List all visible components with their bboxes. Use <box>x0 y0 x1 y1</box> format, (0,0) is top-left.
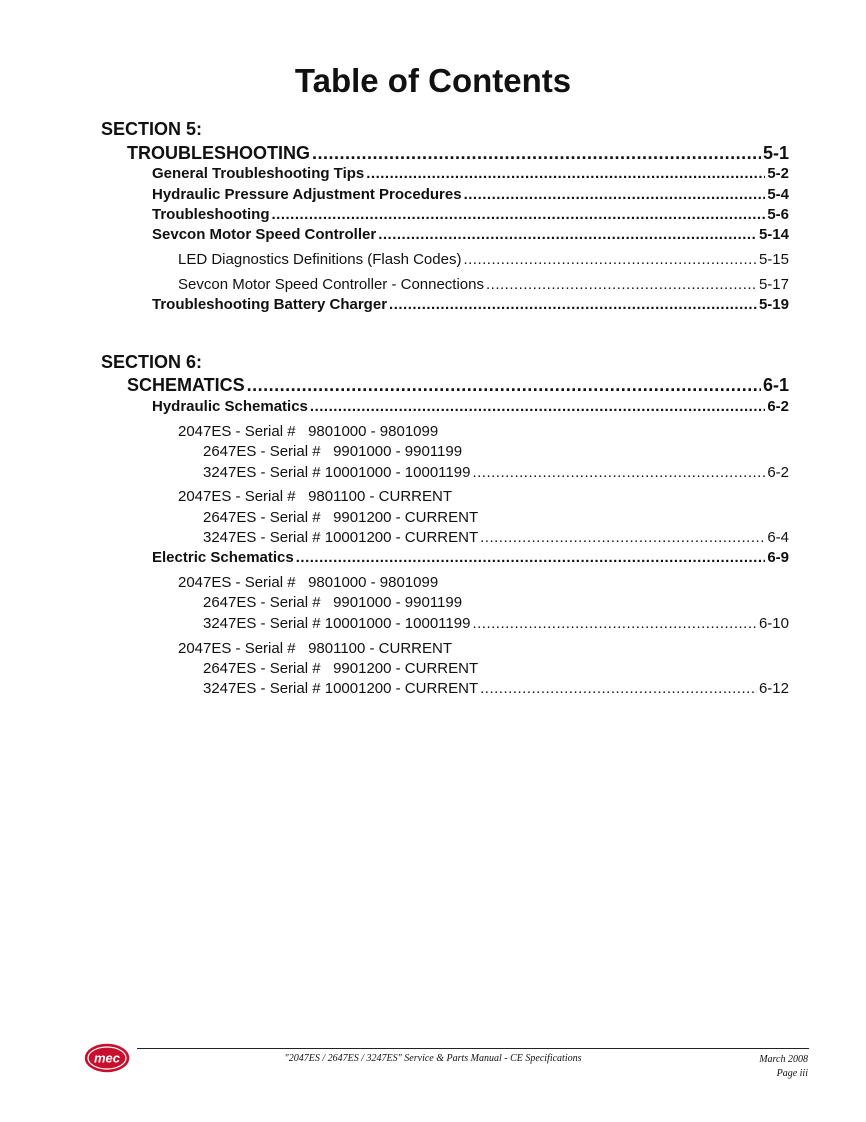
serial-line: 2047ES - Serial # 9801000 - 9801099 <box>178 574 439 591</box>
section-5-heading: SECTION 5: <box>101 119 203 139</box>
toc-page: 5-4 <box>767 186 789 203</box>
toc-entry-troubleshooting-sub[interactable] <box>152 206 789 223</box>
toc-label: Electric Schematics <box>152 549 294 566</box>
toc-page: 6-2 <box>767 464 789 481</box>
toc-entry-sevcon-motor-speed-controller[interactable] <box>152 226 789 243</box>
toc-page: 6-10 <box>758 615 789 632</box>
toc-page: 6-4 <box>767 529 789 546</box>
toc-entry-schematics[interactable] <box>127 375 789 396</box>
leader-dots <box>389 296 757 313</box>
toc-page: 6-12 <box>758 680 789 697</box>
toc-label: Sevcon Motor Speed Controller - Connections <box>178 276 484 293</box>
toc-label: SCHEMATICS <box>127 375 245 395</box>
toc-page: 6-9 <box>767 549 789 566</box>
leader-dots <box>296 549 766 566</box>
serial-line: 3247ES - Serial # 10001200 - CURRENT <box>203 680 479 697</box>
section-6-heading: SECTION 6: <box>101 352 203 372</box>
leader-dots <box>480 529 765 546</box>
leader-dots <box>486 276 757 293</box>
toc-page: 6-1 <box>762 375 789 395</box>
toc-label: TROUBLESHOOTING <box>127 143 310 163</box>
toc-page: 6-2 <box>767 398 789 415</box>
footer-manual-title: "2047ES / 2647ES / 3247ES" Service & Parts Manual - CE Specifications <box>284 1053 582 1064</box>
toc-entry-electric-group-1[interactable] <box>203 615 789 632</box>
toc-entry-electric-schematics[interactable] <box>152 549 789 566</box>
toc-entry-hydraulic-schematics[interactable] <box>152 398 789 415</box>
footer-date: March 2008 <box>759 1054 808 1065</box>
toc-page: 5-2 <box>767 165 789 182</box>
leader-dots <box>463 251 757 268</box>
toc-label: Troubleshooting <box>152 206 270 223</box>
serial-line: 2647ES - Serial # 9901000 - 9901199 <box>203 443 463 460</box>
page-title: Table of Contents <box>294 62 572 99</box>
toc-entry-electric-group-2[interactable] <box>203 680 789 697</box>
toc-label: Hydraulic Pressure Adjustment Procedures <box>152 186 462 203</box>
leader-dots <box>312 143 761 164</box>
toc-entry-hydraulic-group-1[interactable] <box>203 464 789 481</box>
serial-line: 2047ES - Serial # 9801100 - CURRENT <box>178 640 453 657</box>
toc-entry-hydraulic-group-2[interactable] <box>203 529 789 546</box>
footer-rule <box>137 1048 809 1049</box>
toc-page: 5-1 <box>762 143 789 163</box>
toc-label: Hydraulic Schematics <box>152 398 308 415</box>
serial-line: 3247ES - Serial # 10001000 - 10001199 <box>203 615 471 632</box>
toc-page: 5-17 <box>758 276 789 293</box>
toc-label: General Troubleshooting Tips <box>152 165 365 182</box>
serial-line: 3247ES - Serial # 10001200 - CURRENT <box>203 529 479 546</box>
toc-entry-hydraulic-pressure-adjustment[interactable] <box>152 186 789 203</box>
serial-line: 2047ES - Serial # 9801000 - 9801099 <box>178 423 439 440</box>
serial-line: 3247ES - Serial # 10001000 - 10001199 <box>203 464 471 481</box>
serial-line: 2647ES - Serial # 9901200 - CURRENT <box>203 660 479 677</box>
serial-line: 2647ES - Serial # 9901200 - CURRENT <box>203 509 479 526</box>
leader-dots <box>272 206 766 223</box>
toc-entry-battery-charger[interactable] <box>152 296 789 313</box>
leader-dots <box>480 680 757 697</box>
toc-label: LED Diagnostics Definitions (Flash Codes) <box>178 251 462 268</box>
toc-page: 5-14 <box>758 226 789 243</box>
toc-entry-troubleshooting[interactable] <box>127 143 789 164</box>
leader-dots <box>247 375 761 396</box>
toc-label: Sevcon Motor Speed Controller <box>152 226 377 243</box>
toc-page: 5-15 <box>758 251 789 268</box>
leader-dots <box>472 464 765 481</box>
serial-line: 2647ES - Serial # 9901000 - 9901199 <box>203 594 463 611</box>
serial-line: 2047ES - Serial # 9801100 - CURRENT <box>178 488 453 505</box>
leader-dots <box>464 186 766 203</box>
toc-page: 5-19 <box>758 296 789 313</box>
logo-text: mec <box>93 1050 121 1066</box>
footer-page-number: Page iii <box>776 1068 808 1079</box>
toc-page: 5-6 <box>767 206 789 223</box>
toc-entry-led-diagnostics[interactable] <box>178 251 789 268</box>
footer-meta <box>759 1053 808 1081</box>
leader-dots <box>472 615 757 632</box>
leader-dots <box>366 165 765 182</box>
toc-entry-sevcon-connections[interactable] <box>178 276 789 293</box>
leader-dots <box>310 398 765 415</box>
toc-entry-general-troubleshooting-tips[interactable] <box>152 165 789 182</box>
leader-dots <box>378 226 757 243</box>
toc-label: Troubleshooting Battery Charger <box>152 296 388 313</box>
